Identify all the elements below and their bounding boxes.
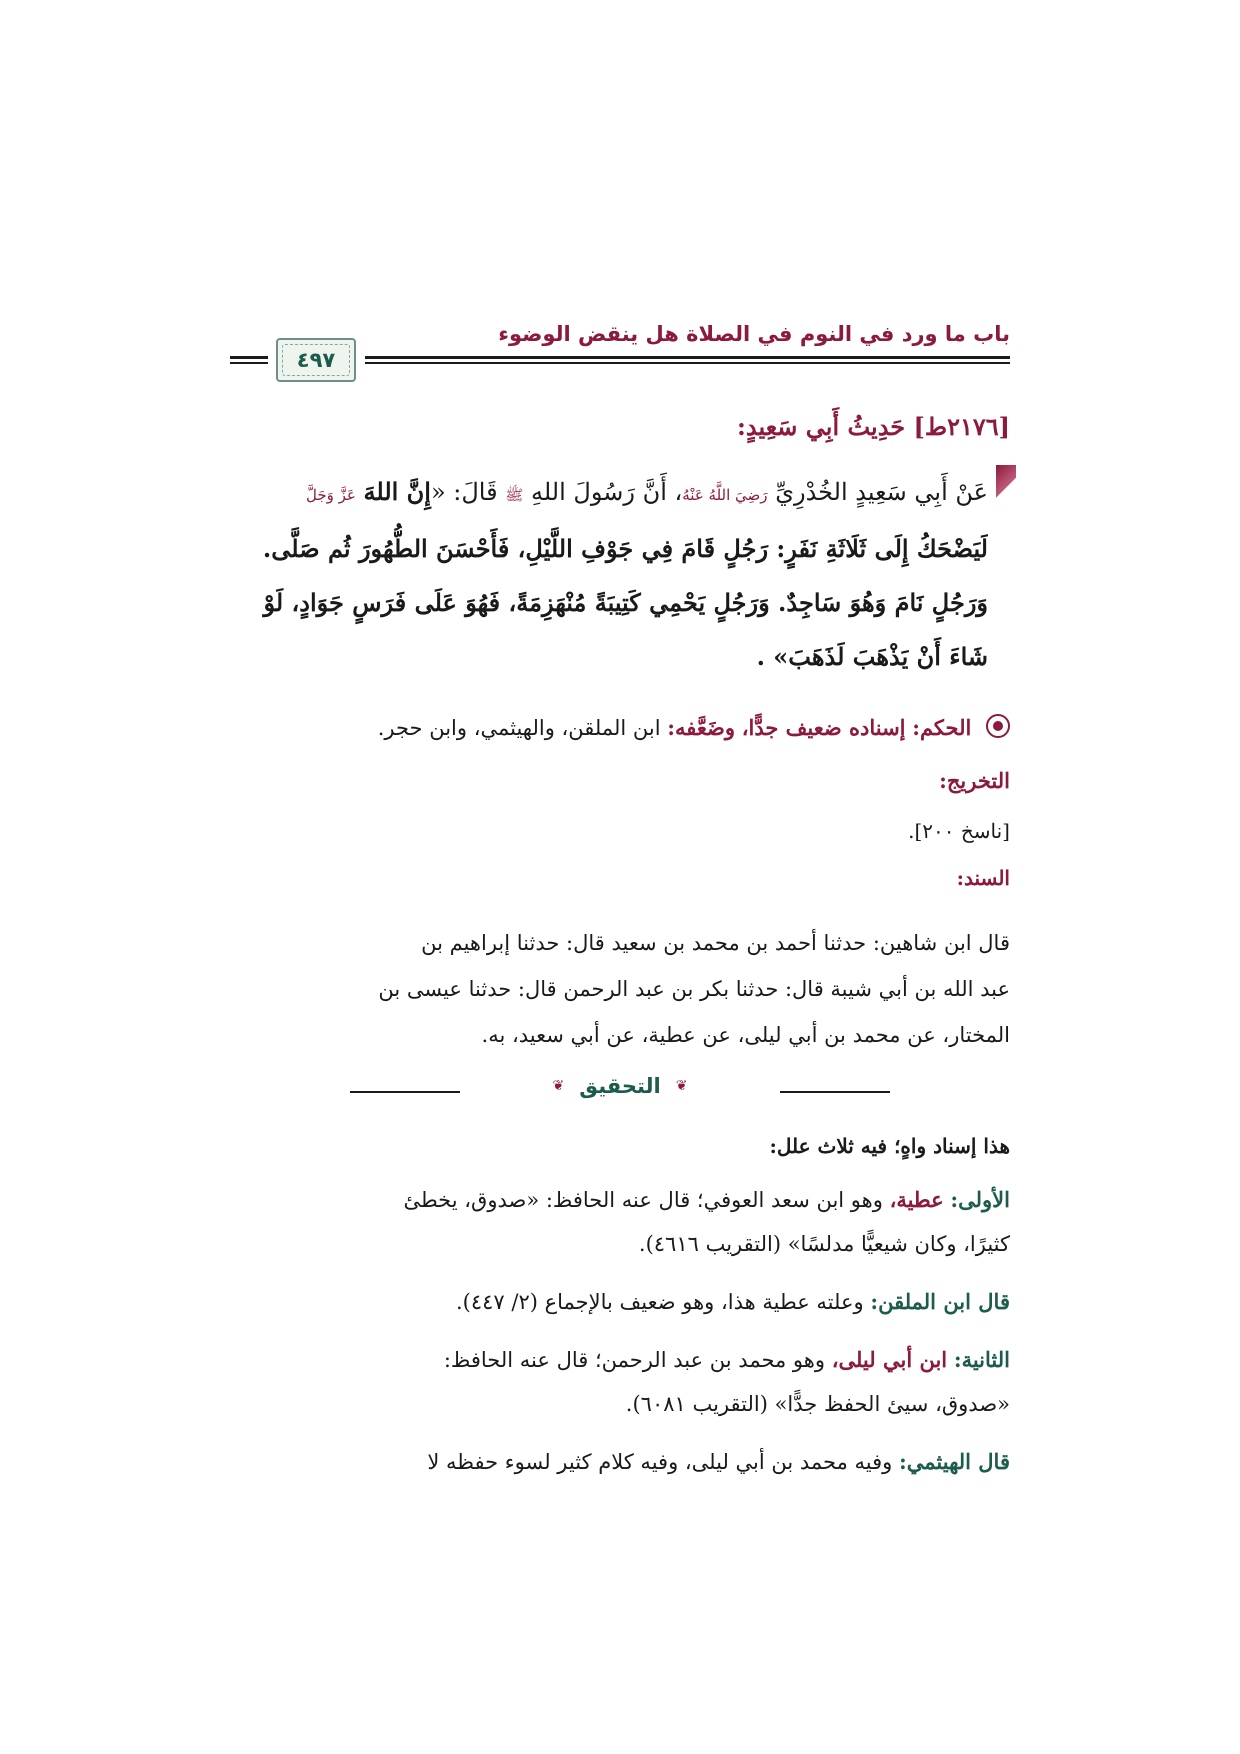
- paragraph-text: وهو محمد بن عبد الرحمن؛ قال عنه الحافظ:: [443, 1348, 825, 1372]
- narrator-name: عطية،: [889, 1187, 944, 1212]
- tahqiq-divider: [230, 1074, 1010, 1108]
- sanad-line: قال ابن شاهين: حدثنا أحمد بن محمد بن سعيد قال: حدثنا إبراهيم بن: [421, 931, 1010, 955]
- takhrij-reference: [ناسخ ٢٠٠].: [908, 819, 1010, 843]
- page-number-badge: [276, 338, 356, 382]
- hadith-number: [٢١٧٦ط]: [913, 412, 1010, 441]
- tahqiq-title: التحقيق: [579, 1074, 661, 1098]
- ruling-grade: إسناده ضعيف جدًّا،: [741, 715, 906, 740]
- narrator-name: ابن أبي ليلى،: [831, 1347, 948, 1372]
- corner-ornament-icon: [996, 465, 1016, 517]
- matn-text: عَنْ أَبِي سَعِيدٍ الخُدْرِيِّ: [775, 478, 988, 506]
- haythami-quote: [230, 1440, 1010, 1484]
- header-rule: [230, 362, 268, 364]
- ruling-scholars: ابن الملقن، والهيثمي، وابن حجر.: [377, 716, 661, 740]
- matn-text: قَالَ: «: [430, 478, 498, 506]
- ruling: [230, 708, 1010, 748]
- honorific: رَضِيَ اللَّهُ عَنْهُ: [682, 486, 768, 504]
- honorific: ﷺ: [505, 486, 524, 504]
- ornament-icon: ❦: [552, 1078, 565, 1094]
- header-rule: [230, 356, 268, 359]
- sanad-label: السند:: [956, 866, 1010, 890]
- matn-line: لَيَضْحَكُ إِلَى ثَلَاثَةِ نَفَرٍ: رَجُلٍ قَامَ فِي جَوْفِ اللَّيْلِ، فَأَحْسَنَ الطُّهُورَ ثُم صَلَّى.: [262, 534, 988, 563]
- ruling-weakened-label: وضَعَّفه:: [667, 715, 736, 740]
- paragraph-line: [230, 1178, 1010, 1222]
- matn-text: إِنَّ اللهَ: [363, 477, 431, 506]
- sanad-paragraph: [230, 920, 1010, 1058]
- paragraph-line: [230, 1338, 1010, 1382]
- tahqiq-intro: هذا إسناد واهٍ؛ فيه ثلاث علل:: [769, 1134, 1010, 1158]
- illah-first: [230, 1178, 1010, 1266]
- hadith-title: حَدِيثُ أَبِي سَعِيدٍ:: [737, 412, 906, 441]
- ornament-icon: ❦: [675, 1078, 688, 1094]
- page-header: [230, 300, 1010, 390]
- running-title: باب ما ورد في النوم في الصلاة هل ينقض الوضوء: [498, 322, 1010, 346]
- paragraph-line: [230, 1440, 1010, 1484]
- sanad-line: عبد الله بن أبي شيبة قال: حدثنا بكر بن عبد الرحمن قال: حدثنا عيسى بن: [378, 977, 1010, 1001]
- takhrij-label: التخريج:: [939, 768, 1010, 793]
- paragraph-lead: قال الهيثمي:: [899, 1449, 1010, 1474]
- divider-line: [780, 1091, 890, 1093]
- paragraph-text: وعلته عطية هذا، وهو ضعيف بالإجماع (٢/ ٤٤٧).: [455, 1290, 864, 1314]
- matn-line: [230, 465, 988, 522]
- matn-text: ، أَنَّ رَسُولَ اللهِ: [530, 478, 683, 506]
- matn-line: شَاءَ أَنْ يَذْهَبَ لَذَهَبَ» .: [756, 642, 988, 671]
- divider-line: [350, 1091, 460, 1093]
- honorific: عَزَّ وَجَلَّ: [305, 486, 356, 504]
- paragraph-lead: قال ابن الملقن:: [870, 1289, 1010, 1314]
- hadith-matn: [230, 465, 1010, 684]
- header-rule: [365, 356, 1010, 359]
- illah-second: [230, 1338, 1010, 1426]
- header-rule: [365, 362, 1010, 364]
- paragraph-line: [230, 1280, 1010, 1324]
- paragraph-line: كثيرًا، وكان شيعيًّا مدلسًا» (التقريب ٤٦١٦).: [638, 1232, 1010, 1256]
- hadith-heading: [230, 412, 1010, 441]
- paragraph-lead: الأولى:: [950, 1187, 1010, 1212]
- ruling-label: الحكم:: [912, 715, 972, 740]
- paragraph-text: وفيه محمد بن أبي ليلى، وفيه كلام كثير لسوء حفظه لا: [427, 1450, 893, 1474]
- paragraph-line: «صدوق، سيئ الحفظ جدًّا» (التقريب ٦٠٨١).: [625, 1392, 1010, 1416]
- paragraph-lead: الثانية:: [953, 1347, 1010, 1372]
- sanad-line: المختار، عن محمد بن أبي ليلى، عن عطية، عن أبي سعيد، به.: [481, 1023, 1010, 1047]
- paragraph-text: وهو ابن سعد العوفي؛ قال عنه الحافظ: «صدوق، يخطئ: [403, 1188, 883, 1212]
- ibn-mulaqqin-quote: [230, 1280, 1010, 1324]
- book-page: [230, 300, 1010, 1484]
- matn-line: وَرَجُلٍ نَامَ وَهُوَ سَاجِدٌ. وَرَجُلٍ يَحْمِي كَتِيبَةً مُنْهَزِمَةً، فَهُوَ عَلَى فَرَسٍ جَوَادٍ، لَوْ: [263, 588, 988, 617]
- page-number: ٤٩٧: [296, 348, 336, 372]
- flower-icon: [986, 714, 1010, 738]
